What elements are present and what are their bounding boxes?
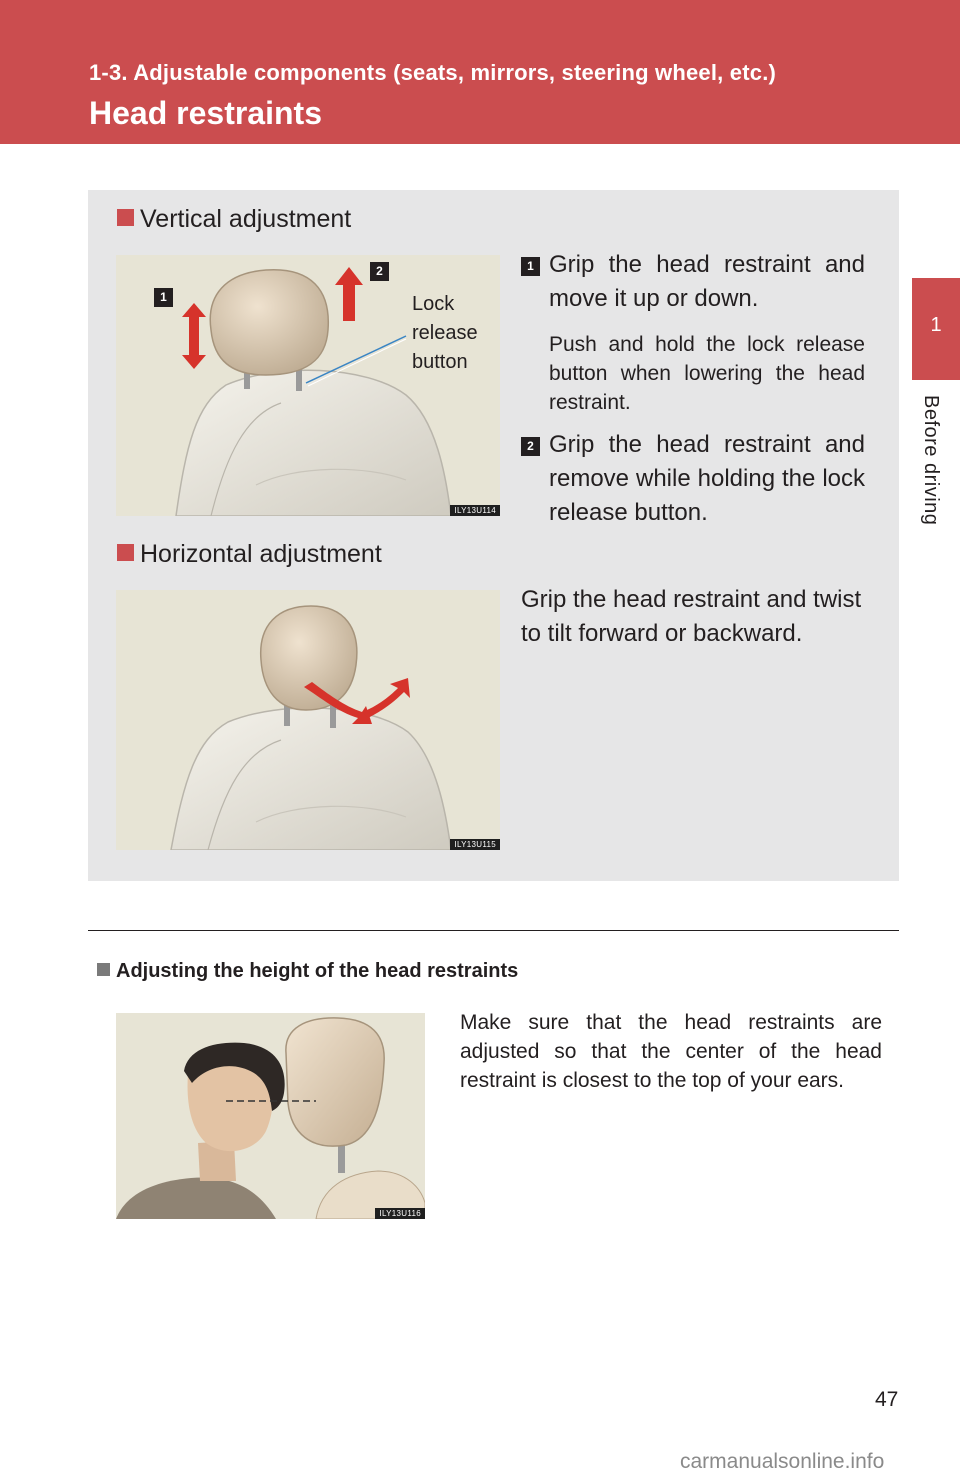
seat-illustration xyxy=(116,590,500,850)
horizontal-adjustment-figure xyxy=(116,590,500,850)
vertical-adjustment-heading: Vertical adjustment xyxy=(117,205,351,234)
page-title: Head restraints xyxy=(89,95,322,131)
section-divider xyxy=(88,930,899,931)
chapter-tab[interactable] xyxy=(912,278,960,380)
figure-code: ILY13U116 xyxy=(375,1208,425,1219)
lock-release-button-label: Lock release button xyxy=(412,293,478,373)
head-height-figure xyxy=(116,1013,425,1219)
watermark: carmanualsonline.info xyxy=(680,1450,885,1473)
step-1-icon: 1 xyxy=(521,257,540,276)
driver-head-illustration xyxy=(116,1013,425,1219)
step-2-marker: 2 xyxy=(370,262,389,281)
bullet-square-icon xyxy=(97,963,110,976)
step-1-note: Push and hold the lock release button when lowering the head restraint. xyxy=(549,333,865,414)
bullet-square-icon xyxy=(117,209,134,226)
chapter-label: Before driving xyxy=(920,395,942,526)
height-note-heading: Adjusting the height of the head restraints xyxy=(97,960,518,983)
bullet-square-icon xyxy=(117,544,134,561)
figure-code: ILY13U114 xyxy=(450,505,500,516)
step-1-marker: 1 xyxy=(154,288,173,307)
figure-code: ILY13U115 xyxy=(450,839,500,850)
horizontal-adjustment-text: Grip the head restraint and twist to tilt forward or backward. xyxy=(521,586,862,647)
page-number: 47 xyxy=(875,1388,899,1411)
step-1-text: Grip the head restraint and move it up or down. xyxy=(549,251,865,312)
horizontal-adjustment-heading: Horizontal adjustment xyxy=(117,540,382,569)
chapter-number: 1 xyxy=(930,314,942,336)
step-2-icon: 2 xyxy=(521,437,540,456)
section-title: 1-3. Adjustable components (seats, mirrors, steering wheel, etc.) xyxy=(89,60,777,85)
height-note-text: Make sure that the head restraints are adjusted so that the center of the head restraint is closest to the top of your ears. xyxy=(460,1011,882,1092)
step-2-text: Grip the head restraint and remove while holding the lock release button. xyxy=(549,431,865,526)
